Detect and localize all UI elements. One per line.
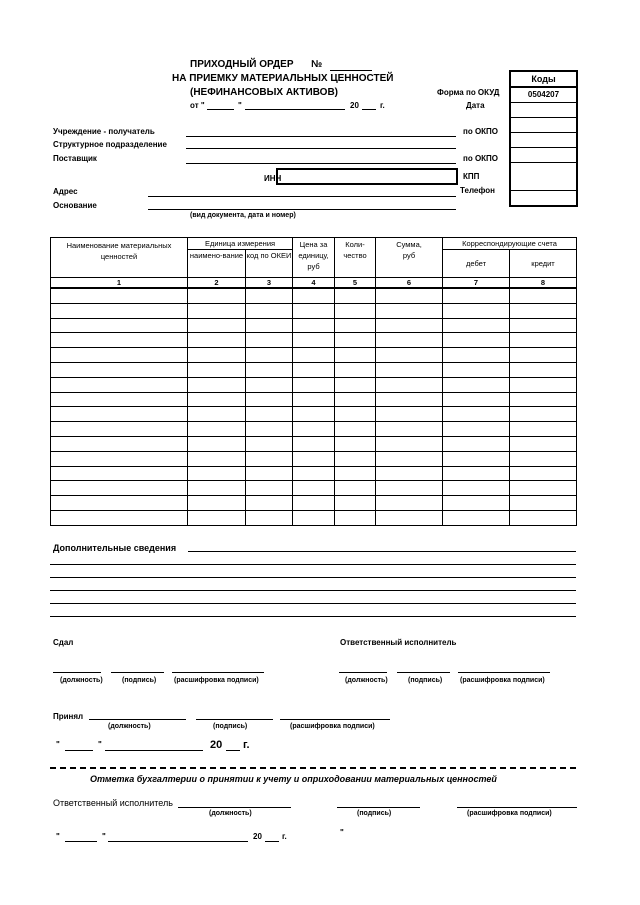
gave-position-field[interactable] <box>53 672 101 673</box>
table-row <box>51 318 577 333</box>
blank-code[interactable] <box>511 117 576 132</box>
table-cell[interactable] <box>246 318 293 333</box>
table-cell[interactable] <box>335 407 376 422</box>
table-cell[interactable] <box>335 481 376 496</box>
column-number: 5 <box>335 278 376 289</box>
table-cell[interactable] <box>51 436 188 451</box>
month-field[interactable] <box>245 109 345 110</box>
table-cell[interactable] <box>510 451 577 466</box>
table-cell[interactable] <box>443 392 510 407</box>
gave-decoding-field[interactable] <box>172 672 264 673</box>
division-code[interactable] <box>511 147 576 162</box>
table-cell[interactable] <box>510 333 577 348</box>
basis-label: Основание <box>53 201 97 210</box>
table-cell[interactable] <box>443 333 510 348</box>
table-cell[interactable] <box>335 496 376 511</box>
table-cell[interactable] <box>443 348 510 363</box>
table-cell[interactable] <box>293 451 335 466</box>
table-row <box>51 451 577 466</box>
table-cell[interactable] <box>188 377 246 392</box>
table-cell[interactable] <box>293 348 335 363</box>
accounting-title: Отметка бухгалтерии о принятии к учету и оприходовании материальных ценностей <box>90 774 497 784</box>
table-cell[interactable] <box>443 481 510 496</box>
decoding-caption: (расшифровка подписи) <box>174 677 259 684</box>
table-cell[interactable] <box>376 377 443 392</box>
table-cell[interactable] <box>510 481 577 496</box>
supplier-label: Поставщик <box>53 154 97 163</box>
table-cell[interactable] <box>376 496 443 511</box>
table-cell[interactable] <box>335 466 376 481</box>
codes-box <box>509 70 578 207</box>
table-cell[interactable] <box>293 481 335 496</box>
table-cell[interactable] <box>188 481 246 496</box>
table-row <box>51 288 577 303</box>
table-cell[interactable] <box>188 348 246 363</box>
position-caption: (должность) <box>209 810 252 817</box>
table-row <box>51 422 577 437</box>
column-number: 1 <box>51 278 188 289</box>
received-signature-field[interactable] <box>196 719 273 720</box>
kpp-label: КПП <box>463 172 480 181</box>
accounting-signature-field[interactable] <box>337 807 420 808</box>
table-cell[interactable] <box>246 466 293 481</box>
table-cell[interactable] <box>51 407 188 422</box>
year-label: 20 <box>210 739 223 751</box>
extra-info-line[interactable] <box>50 616 576 617</box>
table-cell[interactable] <box>246 451 293 466</box>
table-row <box>51 303 577 318</box>
table-cell[interactable] <box>443 407 510 422</box>
year-suffix: г. <box>243 739 250 751</box>
table-row <box>51 392 577 407</box>
table-cell[interactable] <box>246 407 293 422</box>
okpo-recipient-code[interactable] <box>511 132 576 147</box>
cut-line <box>50 767 576 769</box>
recipient-field[interactable] <box>186 136 456 137</box>
resp-decoding-field[interactable] <box>458 672 550 673</box>
table-cell[interactable] <box>376 466 443 481</box>
table-cell[interactable] <box>188 303 246 318</box>
table-cell[interactable] <box>51 510 188 525</box>
table-cell[interactable] <box>246 377 293 392</box>
table-cell[interactable] <box>246 333 293 348</box>
number-label: № <box>311 59 323 70</box>
form-title: ПРИХОДНЫЙ ОРДЕР <box>190 59 294 70</box>
table-cell[interactable] <box>443 377 510 392</box>
table-row <box>51 362 577 377</box>
table-cell[interactable] <box>293 466 335 481</box>
okpo-label: по ОКПО <box>463 127 499 136</box>
table-cell[interactable] <box>246 510 293 525</box>
table-cell[interactable] <box>335 377 376 392</box>
table-cell[interactable] <box>293 318 335 333</box>
okud-label: Форма по ОКУД <box>437 88 500 97</box>
accounting-day-field[interactable] <box>65 841 97 842</box>
table-cell[interactable] <box>293 303 335 318</box>
table-cell[interactable] <box>246 392 293 407</box>
quote: " <box>98 740 102 749</box>
position-caption: (должность) <box>60 677 103 684</box>
table-row <box>51 436 577 451</box>
table-cell[interactable] <box>443 362 510 377</box>
table-cell[interactable] <box>188 451 246 466</box>
received-month-field[interactable] <box>105 750 203 751</box>
table-cell[interactable] <box>293 436 335 451</box>
table-cell[interactable] <box>510 303 577 318</box>
table-cell[interactable] <box>188 496 246 511</box>
decoding-caption: (расшифровка подписи) <box>467 810 552 817</box>
quote: " <box>56 832 60 841</box>
gave-signature-field[interactable] <box>111 672 164 673</box>
table-cell[interactable] <box>376 422 443 437</box>
column-number: 8 <box>510 278 577 289</box>
table-cell[interactable] <box>293 377 335 392</box>
phone-label: Телефон <box>460 186 495 195</box>
table-cell[interactable] <box>510 392 577 407</box>
table-cell[interactable] <box>188 422 246 437</box>
table-cell[interactable] <box>246 303 293 318</box>
table-cell[interactable] <box>510 407 577 422</box>
col-unit-code: код по ОКЕИ <box>246 250 293 278</box>
table-cell[interactable] <box>376 348 443 363</box>
table-cell[interactable] <box>443 318 510 333</box>
resp-position-field[interactable] <box>339 672 387 673</box>
table-cell[interactable] <box>376 481 443 496</box>
table-cell[interactable] <box>510 288 577 303</box>
date-code[interactable] <box>511 102 576 117</box>
decoding-caption: (расшифровка подписи) <box>460 677 545 684</box>
received-label: Принял <box>53 712 84 721</box>
table-cell[interactable] <box>376 318 443 333</box>
table-cell[interactable] <box>335 392 376 407</box>
table-cell[interactable] <box>51 422 188 437</box>
signature-caption: (подпись) <box>408 677 443 684</box>
column-number: 6 <box>376 278 443 289</box>
col-sum: Сумма, руб <box>376 238 443 278</box>
codes-title: Коды <box>531 74 556 84</box>
table-cell[interactable] <box>293 288 335 303</box>
table-cell[interactable] <box>51 362 188 377</box>
received-day-field[interactable] <box>65 750 93 751</box>
extra-info-line[interactable] <box>50 564 576 565</box>
table-cell[interactable] <box>51 481 188 496</box>
table-cell[interactable] <box>443 288 510 303</box>
basis-hint: (вид документа, дата и номер) <box>190 212 296 219</box>
table-cell[interactable] <box>51 348 188 363</box>
table-cell[interactable] <box>51 303 188 318</box>
table-cell[interactable] <box>510 318 577 333</box>
signature-caption: (подпись) <box>213 723 248 730</box>
column-number: 4 <box>293 278 335 289</box>
date-from-label: от " <box>190 101 205 110</box>
table-cell[interactable] <box>246 362 293 377</box>
table-cell[interactable] <box>443 496 510 511</box>
date-label: Дата <box>466 101 485 110</box>
table-cell[interactable] <box>510 377 577 392</box>
inn-field[interactable] <box>276 168 458 185</box>
table-cell[interactable] <box>443 436 510 451</box>
table-cell[interactable] <box>335 451 376 466</box>
quote: " <box>238 101 242 110</box>
table-cell[interactable] <box>246 481 293 496</box>
col-unit: Единица измерения <box>188 238 293 250</box>
quote: " <box>102 832 106 841</box>
table-cell[interactable] <box>376 333 443 348</box>
table-cell[interactable] <box>188 407 246 422</box>
table-cell[interactable] <box>510 436 577 451</box>
table-cell[interactable] <box>510 422 577 437</box>
col-unit-name: наимено-вание <box>188 250 246 278</box>
recipient-label: Учреждение - получатель <box>53 127 155 136</box>
year-suffix: г. <box>282 832 287 841</box>
table-cell[interactable] <box>376 392 443 407</box>
column-number: 2 <box>188 278 246 289</box>
table-cell[interactable] <box>293 392 335 407</box>
table-cell[interactable] <box>188 510 246 525</box>
table-cell[interactable] <box>246 496 293 511</box>
table-cell[interactable] <box>293 333 335 348</box>
year-label: 20 <box>253 832 262 841</box>
table-cell[interactable] <box>188 288 246 303</box>
year-label: 20 <box>350 101 359 110</box>
table-cell[interactable] <box>246 436 293 451</box>
number-field[interactable] <box>330 70 372 71</box>
year-field[interactable] <box>362 109 376 110</box>
table-cell[interactable] <box>188 318 246 333</box>
col-qty: Коли-чество <box>335 238 376 278</box>
address-label: Адрес <box>53 187 78 196</box>
okud-value: 0504207 <box>511 86 576 102</box>
table-cell[interactable] <box>293 407 335 422</box>
table-cell[interactable] <box>188 392 246 407</box>
table-cell[interactable] <box>188 362 246 377</box>
table-row <box>51 407 577 422</box>
table-cell[interactable] <box>335 362 376 377</box>
extra-info-line[interactable] <box>50 590 576 591</box>
table-cell[interactable] <box>510 496 577 511</box>
table-cell[interactable] <box>293 496 335 511</box>
table-cell[interactable] <box>335 348 376 363</box>
form-subtitle: НА ПРИЕМКУ МАТЕРИАЛЬНЫХ ЦЕННОСТЕЙ <box>172 73 394 84</box>
gave-label: Сдал <box>53 638 74 647</box>
received-year-field[interactable] <box>226 750 240 751</box>
col-name: Наименование материальных ценностей <box>51 238 188 278</box>
table-cell[interactable] <box>376 362 443 377</box>
signature-caption: (подпись) <box>357 810 392 817</box>
col-accounts: Корреспондирующие счета <box>443 238 577 250</box>
accounting-month-field[interactable] <box>108 841 248 842</box>
received-position-field[interactable] <box>89 719 186 720</box>
table-cell[interactable] <box>51 451 188 466</box>
table-cell[interactable] <box>376 303 443 318</box>
table-cell[interactable] <box>443 466 510 481</box>
table-cell[interactable] <box>51 496 188 511</box>
table-row <box>51 496 577 511</box>
table-cell[interactable] <box>443 451 510 466</box>
table-cell[interactable] <box>443 510 510 525</box>
accounting-year-field[interactable] <box>265 841 279 842</box>
table-cell[interactable] <box>376 510 443 525</box>
table-cell[interactable] <box>188 333 246 348</box>
decoding-caption: (расшифровка подписи) <box>290 723 375 730</box>
table-cell[interactable] <box>293 510 335 525</box>
day-field[interactable] <box>207 109 234 110</box>
col-price: Цена за единицу, руб <box>293 238 335 278</box>
table-cell[interactable] <box>188 466 246 481</box>
table-cell[interactable] <box>51 318 188 333</box>
quote: " <box>340 828 344 837</box>
okpo-supplier-code[interactable] <box>511 162 576 190</box>
table-row <box>51 466 577 481</box>
table-cell[interactable] <box>510 510 577 525</box>
col-debit: дебет <box>443 250 510 278</box>
table-cell[interactable] <box>335 288 376 303</box>
resp-signature-field[interactable] <box>397 672 450 673</box>
table-cell[interactable] <box>335 436 376 451</box>
accounting-decoding-field[interactable] <box>457 807 577 808</box>
table-cell[interactable] <box>335 510 376 525</box>
table-cell[interactable] <box>246 422 293 437</box>
table-cell[interactable] <box>443 422 510 437</box>
items-table <box>50 237 577 526</box>
column-number: 3 <box>246 278 293 289</box>
table-cell[interactable] <box>376 436 443 451</box>
supplier-field[interactable] <box>186 163 456 164</box>
position-caption: (должность) <box>345 677 388 684</box>
table-cell[interactable] <box>443 303 510 318</box>
table-row <box>51 510 577 525</box>
table-cell[interactable] <box>51 466 188 481</box>
extra-info-line[interactable] <box>50 603 576 604</box>
accounting-responsible-label: Ответственный исполнитель <box>53 798 173 808</box>
table-row <box>51 481 577 496</box>
position-caption: (должность) <box>108 723 151 730</box>
extra-info-line[interactable] <box>50 577 576 578</box>
table-cell[interactable] <box>51 377 188 392</box>
quote: " <box>56 740 60 749</box>
table-cell[interactable] <box>510 362 577 377</box>
col-credit: кредит <box>510 250 577 278</box>
okpo-label-2: по ОКПО <box>463 154 499 163</box>
column-number: 7 <box>443 278 510 289</box>
table-cell[interactable] <box>335 422 376 437</box>
table-cell[interactable] <box>510 348 577 363</box>
table-cell[interactable] <box>51 288 188 303</box>
table-row <box>51 348 577 363</box>
responsible-label: Ответственный исполнитель <box>340 638 457 647</box>
table-cell[interactable] <box>188 436 246 451</box>
table-row <box>51 377 577 392</box>
basis-field[interactable] <box>148 209 456 210</box>
table-cell[interactable] <box>246 348 293 363</box>
table-cell[interactable] <box>376 288 443 303</box>
division-field[interactable] <box>186 148 456 149</box>
table-cell[interactable] <box>510 466 577 481</box>
table-cell[interactable] <box>246 288 293 303</box>
year-suffix: г. <box>380 101 385 110</box>
table-cell[interactable] <box>51 333 188 348</box>
table-row <box>51 333 577 348</box>
table-cell[interactable] <box>335 318 376 333</box>
phone-code[interactable] <box>511 190 576 205</box>
extra-info-line[interactable] <box>188 551 576 552</box>
division-label: Структурное подразделение <box>53 140 167 149</box>
form-subtitle-2: (НЕФИНАНСОВЫХ АКТИВОВ) <box>190 87 338 98</box>
table-cell[interactable] <box>293 422 335 437</box>
table-cell[interactable] <box>51 392 188 407</box>
extra-info-label: Дополнительные сведения <box>53 543 177 553</box>
address-field[interactable] <box>148 196 456 197</box>
signature-caption: (подпись) <box>122 677 157 684</box>
table-cell[interactable] <box>335 333 376 348</box>
received-decoding-field[interactable] <box>280 719 390 720</box>
table-cell[interactable] <box>376 451 443 466</box>
accounting-position-field[interactable] <box>178 807 291 808</box>
table-cell[interactable] <box>293 362 335 377</box>
inn-label: ИНН <box>264 174 282 183</box>
table-cell[interactable] <box>376 407 443 422</box>
table-cell[interactable] <box>335 303 376 318</box>
